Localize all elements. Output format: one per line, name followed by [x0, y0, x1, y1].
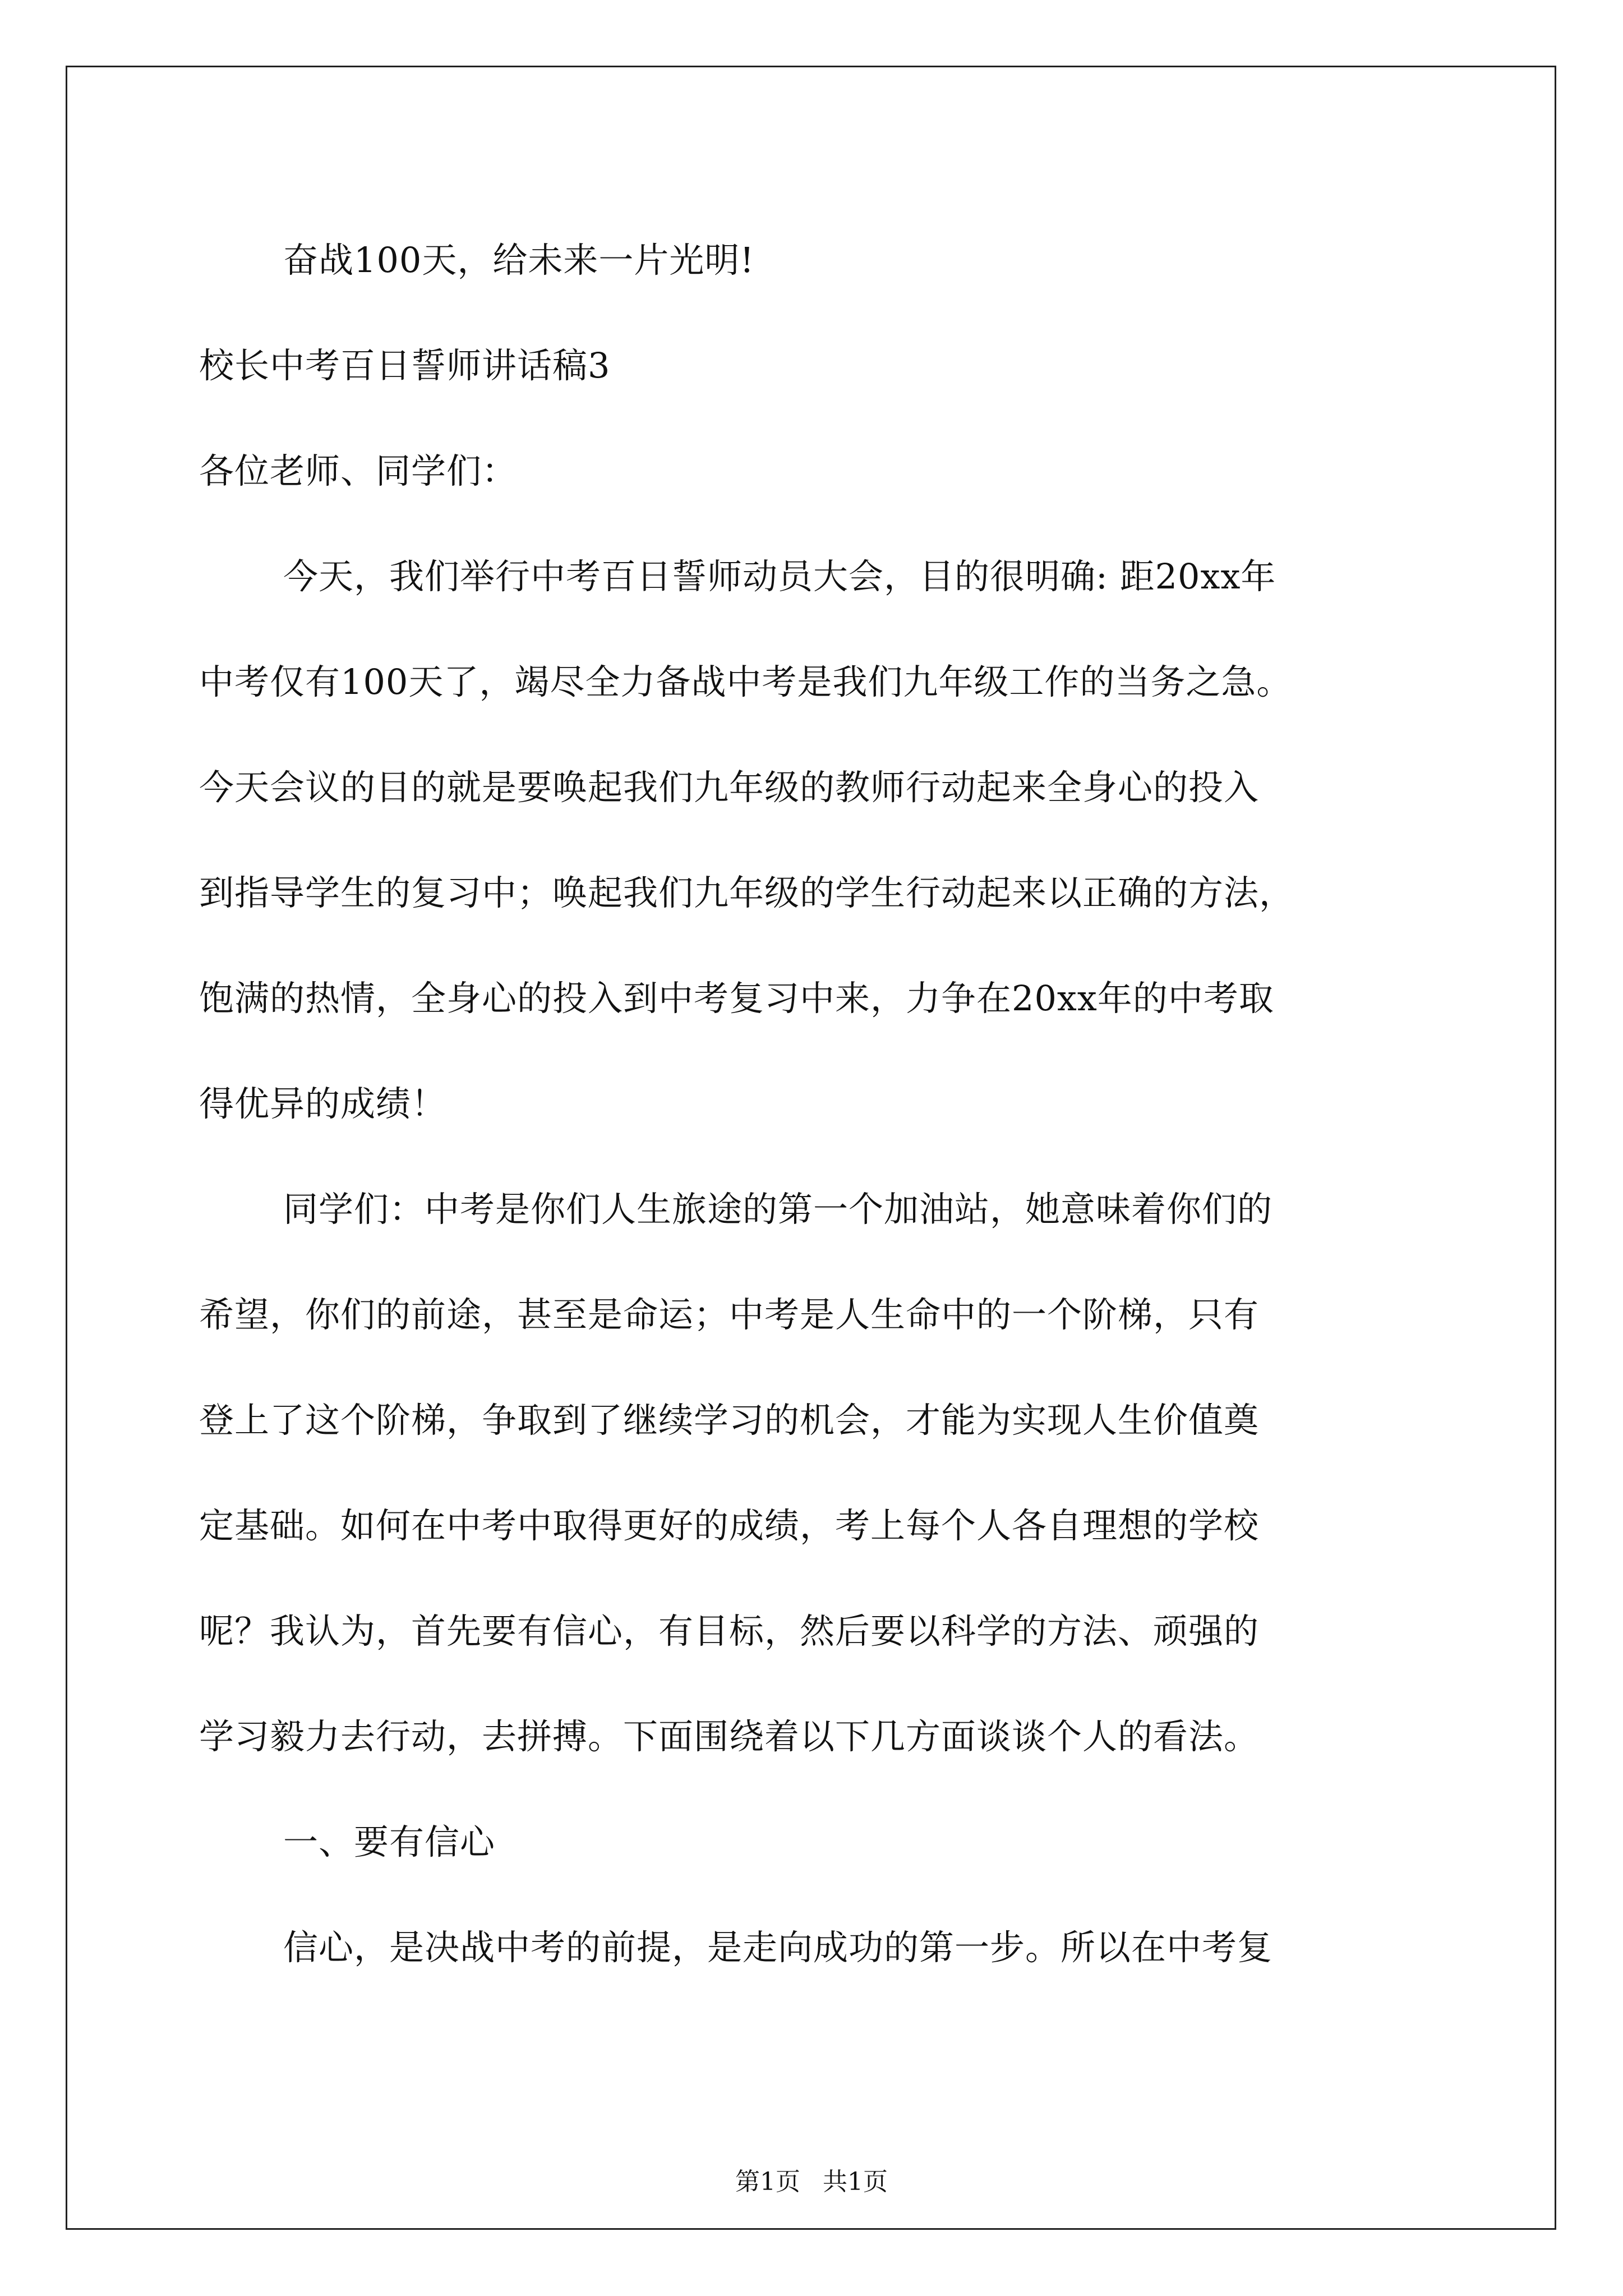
document-title: 校长中考百日誓师讲话稿3 — [199, 345, 611, 386]
paragraph-line: 得优异的成绩！ — [199, 1083, 447, 1124]
paragraph-line: 呢？我认为，首先要有信心，有目标，然后要以科学的方法、顽强的 — [199, 1611, 1260, 1651]
document-body — [199, 208, 1461, 2000]
paragraph-line: 今天，我们举行中考百日誓师动员大会，目的很明确: 距20xx年 — [283, 556, 1276, 597]
paragraph-line: 到指导学生的复习中；唤起我们九年级的学生行动起来以正确的方法， — [199, 872, 1295, 913]
paragraph-line: 信心，是决战中考的前提，是走向成功的第一步。所以在中考复 — [283, 1927, 1273, 1968]
paragraph-line: 希望，你们的前途，甚至是命运；中考是人生命中的一个阶梯，只有 — [199, 1294, 1260, 1335]
page-total: 共1页 — [823, 2168, 888, 2196]
section-heading: 一、要有信心 — [283, 1821, 496, 1862]
paragraph-line: 今天会议的目的就是要唤起我们九年级的教师行动起来全身心的投入 — [199, 767, 1260, 808]
paragraph-line: 学习毅力去行动，去拼搏。下面围绕着以下几方面谈谈个人的看法。 — [199, 1716, 1260, 1757]
page-footer — [0, 2165, 1623, 2199]
paragraph-line: 中考仅有100天了，竭尽全力备战中考是我们九年级工作的当务之急。 — [199, 661, 1292, 702]
paragraph-line: 同学们：中考是你们人生旅途的第一个加油站，她意味着你们的 — [283, 1189, 1273, 1230]
page-number: 第1页 — [735, 2168, 800, 2196]
paragraph-line: 奋战100天，给未来一片光明! — [283, 240, 755, 280]
salutation: 各位老师、同学们： — [199, 450, 518, 491]
paragraph-line: 定基础。如何在中考中取得更好的成绩，考上每个人各自理想的学校 — [199, 1505, 1260, 1546]
paragraph-line: 饱满的热情，全身心的投入到中考复习中来，力争在20xx年的中考取 — [199, 978, 1274, 1019]
paragraph-line: 登上了这个阶梯，争取到了继续学习的机会，才能为实现人生价值奠 — [199, 1400, 1260, 1441]
